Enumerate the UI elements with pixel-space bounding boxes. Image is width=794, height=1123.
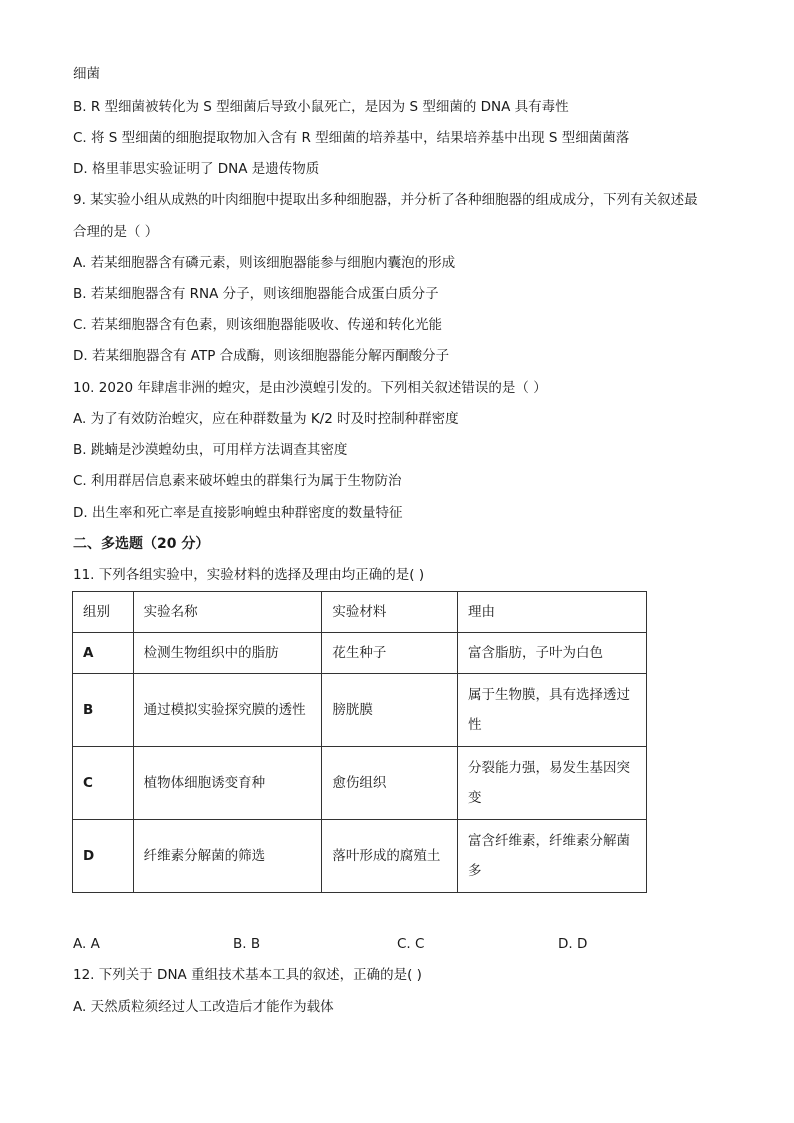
question-9-option-d: D. 若某细胞器含有 ATP 合成酶，则该细胞器能分解丙酮酸分子 [73,348,450,364]
table-cell: 通过模拟实验探究膜的透性 [133,674,322,747]
question-8-option-b: B. R 型细菌被转化为 S 型细菌后导致小鼠死亡，是因为 S 型细菌的 DNA 具有毒性 [73,99,569,115]
question-12-option-a: A. 天然质粒须经过人工改造后才能作为载体 [73,999,334,1015]
section-heading: 二、多选题（20 分） [73,536,210,552]
question-11-option-b: B. B [233,936,261,952]
question-11-option-a: A. A [73,936,100,952]
table-row [73,674,647,747]
table-row [73,747,647,820]
table-header-cell: 实验材料 [322,592,458,633]
question-9-stem: 9. 某实验小组从成熟的叶肉细胞中提取出多种细胞器，并分析了各种细胞器的组成成分，下列有关叙述最 [73,192,698,208]
table-cell: 纤维素分解菌的筛选 [133,820,322,893]
table-cell: 分裂能力强，易发生基因突变 [457,747,646,820]
table-cell: 花生种子 [322,633,458,674]
question-9-option-b: B. 若某细胞器含有 RNA 分子，则该细胞器能合成蛋白质分子 [73,286,439,302]
table-cell: 膀胱膜 [322,674,458,747]
table-cell: 富含脂肪，子叶为白色 [457,633,646,674]
table-cell: 愈伤组织 [322,747,458,820]
table-cell: 检测生物组织中的脂肪 [133,633,322,674]
question-11-option-c: C. C [397,936,425,952]
question-10-option-c: C. 利用群居信息素来破坏蝗虫的群集行为属于生物防治 [73,473,402,489]
table-cell: 落叶形成的腐殖土 [322,820,458,893]
question-9-option-a: A. 若某细胞器含有磷元素，则该细胞器能参与细胞内囊泡的形成 [73,255,456,271]
text-line: 细菌 [73,66,100,82]
table-row [73,820,647,893]
question-11-table [72,591,647,893]
table-row [73,633,647,674]
table-header-cell: 实验名称 [133,592,322,633]
question-9-stem-cont: 合理的是（ ） [73,224,159,240]
table-header-cell: 组别 [73,592,134,633]
table-header-row [73,592,647,633]
question-10-option-d: D. 出生率和死亡率是直接影响蝗虫种群密度的数量特征 [73,505,403,521]
table-cell: A [73,633,134,674]
table-cell: 植物体细胞诱变育种 [133,747,322,820]
question-10-stem: 10. 2020 年肆虐非洲的蝗灾，是由沙漠蝗引发的。下列相关叙述错误的是（ ） [73,380,547,396]
question-9-option-c: C. 若某细胞器含有色素，则该细胞器能吸收、传递和转化光能 [73,317,443,333]
table-cell: 富含纤维素，纤维素分解菌多 [457,820,646,893]
question-12-stem: 12. 下列关于 DNA 重组技术基本工具的叙述，正确的是( ) [73,967,422,983]
table-cell: B [73,674,134,747]
table-cell: 属于生物膜，具有选择透过性 [457,674,646,747]
question-8-option-c: C. 将 S 型细菌的细胞提取物加入含有 R 型细菌的培养基中，结果培养基中出现 S 型细菌菌落 [73,130,630,146]
table-cell: D [73,820,134,893]
question-11-option-d: D. D [558,936,588,952]
question-8-option-d: D. 格里菲思实验证明了 DNA 是遗传物质 [73,161,320,177]
question-10-option-b: B. 跳蝻是沙漠蝗幼虫，可用样方法调查其密度 [73,442,348,458]
question-10-option-a: A. 为了有效防治蝗灾，应在种群数量为 K/2 时及时控制种群密度 [73,411,459,427]
table-cell: C [73,747,134,820]
table-header-cell: 理由 [457,592,646,633]
question-11-stem: 11. 下列各组实验中，实验材料的选择及理由均正确的是( ) [73,567,425,583]
